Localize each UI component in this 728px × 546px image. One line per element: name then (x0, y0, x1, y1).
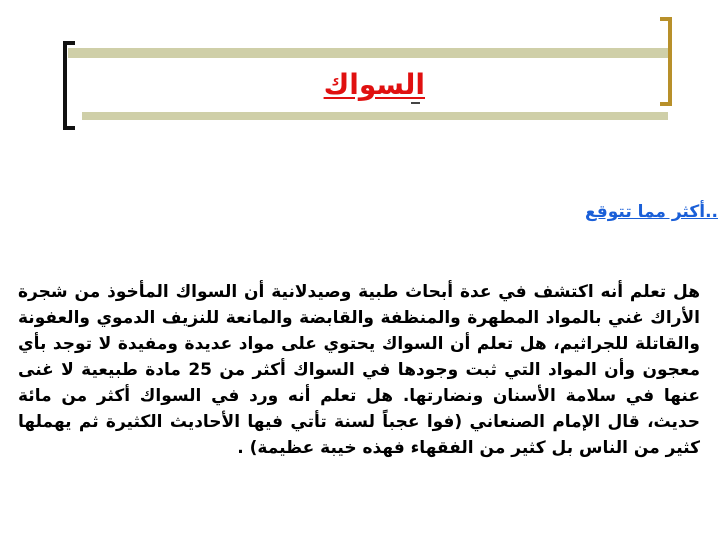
left-bracket-decoration (63, 41, 75, 130)
subtitle-link[interactable]: ..أكثر مما تتوقع (584, 202, 718, 222)
title-dash (411, 102, 420, 104)
subtitle (550, 200, 718, 224)
title-underline-bar (82, 112, 668, 120)
right-bracket-decoration (660, 17, 672, 106)
body-paragraph: هل تعلم أنه اكتشف في عدة أبحاث طبية وصيدلانية أن السواك المأخوذ من شجرة الأراك غني بالمواد المطهرة والمنظفة والقابضة والمانعة للنزيف الدموي والعفونة والقاتلة للجراثيم، هل تعلم أن السواك يحتوي على مواد عديدة ومفيدة لا توجد بأي معجون وأن المواد التي ثبت وجودها في السواك أكثر من 25 مادة طبيعية لا غنى عنها في سلامة الأسنان ونضارتها. هل تعلم أنه ورد في السواك أكثر من مائة حديث، قال الإمام الصنعاني (فوا عجباً لسنة تأتي فيها الأحاديث الكثيرة ثم يهملها كثير من الناس بل كثير من الفقهاء فهذه خيبة عظيمة) . (18, 282, 700, 458)
slide-title: السواك (323, 68, 425, 101)
top-decorative-bar (68, 48, 668, 58)
